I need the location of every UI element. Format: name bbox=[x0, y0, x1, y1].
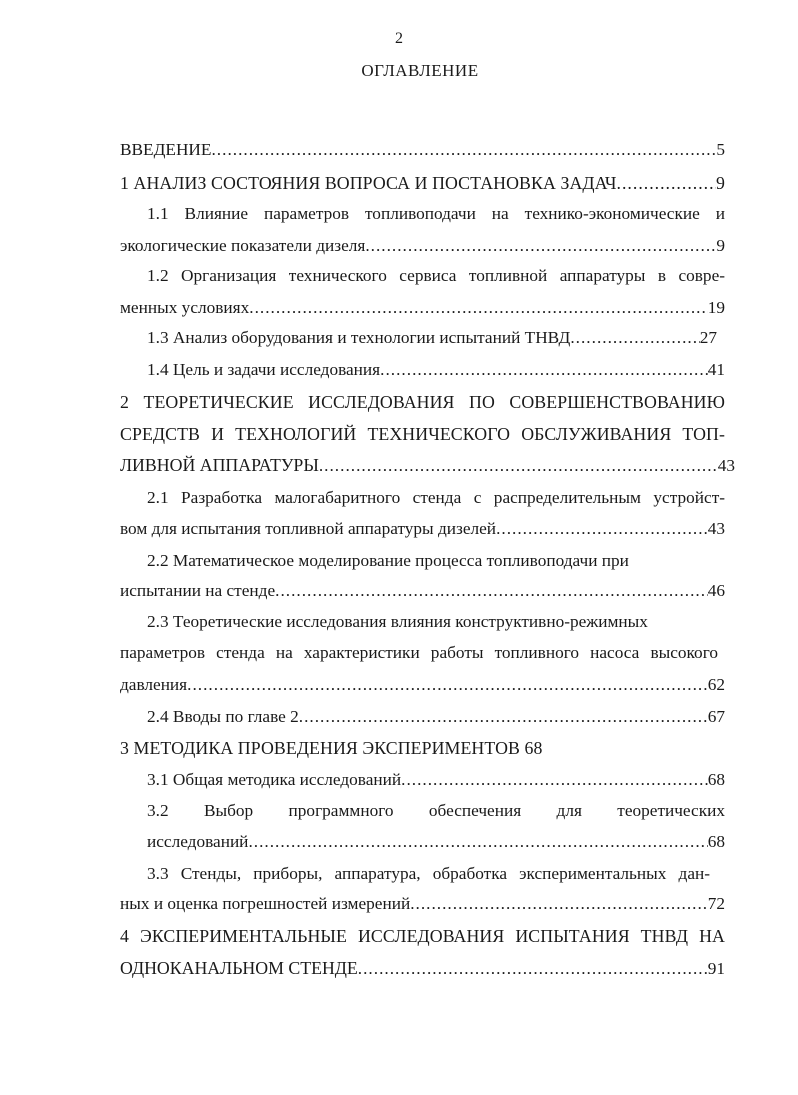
toc-entry-title: 2.4 Вводы по главе 2 bbox=[147, 707, 299, 726]
toc-page-number: 68 bbox=[707, 770, 725, 789]
toc-entry-2-3 bbox=[120, 675, 725, 695]
toc-entry-title: 1 АНАЛИЗ СОСТОЯНИЯ ВОПРОСА И ПОСТАНОВКА ЗАДАЧ bbox=[120, 173, 617, 193]
toc-leader-dots bbox=[275, 581, 708, 601]
toc-entry-2-2-line-1: 2.2 Математическое моделирование процесса топливоподачи при bbox=[147, 551, 629, 570]
toc-leader-dots bbox=[401, 770, 708, 790]
toc-entry-2-3-line-1: 2.3 Теоретические исследования влияния конструктивно-режимных bbox=[147, 612, 648, 631]
toc-entry-2-2 bbox=[120, 581, 725, 601]
toc-entry-3-2-line-1: 3.2 Выбор программного обеспечения для теоретических bbox=[147, 801, 725, 820]
toc-entry-1-1 bbox=[120, 236, 725, 256]
toc-entry-3-2 bbox=[147, 832, 725, 852]
toc-entry-title: ЛИВНОЙ АППАРАТУРЫ bbox=[120, 455, 319, 475]
toc-entry-1-2 bbox=[120, 298, 725, 318]
toc-entry-2-4 bbox=[147, 707, 725, 727]
toc-entry-title: испытании на стенде bbox=[120, 581, 276, 600]
toc-page-number: 19 bbox=[707, 298, 725, 317]
toc-leader-dots bbox=[365, 236, 716, 256]
toc-page-number: 9 bbox=[716, 173, 725, 193]
toc-entry-chapter-2-line-2: СРЕДСТВ И ТЕХНОЛОГИЙ ТЕХНИЧЕСКОГО ОБСЛУЖИВАНИЯ ТОП- bbox=[120, 424, 725, 444]
toc-entry-title: исследований bbox=[147, 832, 249, 851]
toc-page-number: 27 bbox=[699, 328, 717, 347]
toc-leader-dots bbox=[496, 519, 708, 539]
toc-entry-1-2-line-1: 1.2 Организация технического сервиса топливной аппаратуры в совре- bbox=[147, 266, 725, 285]
toc-entry-2-1 bbox=[120, 519, 725, 539]
toc-entry-title: вом для испытания топливной аппаратуры дизелей bbox=[120, 519, 497, 538]
toc-leader-dots bbox=[380, 360, 708, 380]
toc-entry-chapter-2-line-1: 2 ТЕОРЕТИЧЕСКИЕ ИССЛЕДОВАНИЯ ПО СОВЕРШЕНСТВОВАНИЮ bbox=[120, 392, 725, 412]
toc-page-number: 91 bbox=[707, 959, 725, 978]
toc-page-number: 9 bbox=[716, 236, 725, 255]
page-title: ОГЛАВЛЕНИЕ bbox=[361, 61, 479, 80]
toc-entry-chapter-4-line-1: 4 ЭКСПЕРИМЕНТАЛЬНЫЕ ИССЛЕДОВАНИЯ ИСПЫТАНИЯ ТНВД НА bbox=[120, 926, 725, 946]
toc-entry-1-4 bbox=[147, 360, 725, 380]
toc-entry-title: давления bbox=[120, 675, 188, 694]
toc-page-number: 67 bbox=[707, 707, 725, 726]
toc-entry-chapter-2 bbox=[120, 455, 735, 476]
toc-entry-title: 1.3 Анализ оборудования и технологии испытаний ТНВД bbox=[147, 328, 571, 347]
toc-leader-dots bbox=[248, 832, 707, 852]
toc-entry-title: 1.4 Цель и задачи исследования bbox=[147, 360, 381, 379]
toc-leader-dots bbox=[299, 707, 708, 727]
toc-entry-title: экологические показатели дизеля bbox=[120, 236, 366, 255]
toc-page-number: 43 bbox=[717, 456, 735, 475]
toc-page-number: 62 bbox=[707, 675, 725, 694]
toc-page-number: 43 bbox=[707, 519, 725, 538]
toc-entry-title: менных условиях bbox=[120, 298, 250, 317]
toc-leader-dots bbox=[358, 959, 708, 979]
toc-entry-chapter-4 bbox=[120, 958, 725, 979]
toc-page-number: 41 bbox=[707, 360, 725, 379]
toc-leader-dots bbox=[570, 328, 699, 348]
toc-entry-title: ВВЕДЕНИЕ bbox=[120, 140, 212, 159]
toc-leader-dots bbox=[410, 894, 708, 914]
toc-leader-dots bbox=[249, 298, 707, 318]
toc-entry-1-1-line-1: 1.1 Влияние параметров топливоподачи на технико-экономические и bbox=[147, 204, 725, 223]
toc-entry-title: ОДНОКАНАЛЬНОМ СТЕНДЕ bbox=[120, 958, 358, 978]
toc-entry-3-3 bbox=[120, 894, 725, 914]
toc-entry-title: 3.1 Общая методика исследований bbox=[147, 770, 402, 789]
toc-entry-2-3-line-2: параметров стенда на характеристики работы топливного насоса высокого bbox=[120, 643, 718, 662]
page-number: 2 bbox=[395, 30, 403, 47]
toc-entry-1-3 bbox=[147, 328, 717, 348]
toc-entry-3-3-line-1: 3.3 Стенды, приборы, аппаратура, обработка экспериментальных дан- bbox=[147, 864, 710, 883]
toc-page-number: 46 bbox=[707, 581, 725, 600]
toc-leader-dots bbox=[211, 140, 716, 160]
toc-entry-chapter-3: 3 МЕТОДИКА ПРОВЕДЕНИЯ ЭКСПЕРИМЕНТОВ 68 bbox=[120, 738, 543, 758]
toc-entry-2-1-line-1: 2.1 Разработка малогабаритного стенда с распределительным устройст- bbox=[147, 488, 725, 507]
toc-page-number: 72 bbox=[707, 894, 725, 913]
toc-page-number: 5 bbox=[716, 140, 725, 159]
toc-entry-title: ных и оценка погрешностей измерений bbox=[120, 894, 411, 913]
toc-leader-dots bbox=[319, 456, 718, 476]
toc-entry-3-1 bbox=[147, 770, 725, 790]
toc-page-number: 68 bbox=[707, 832, 725, 851]
toc-entry-chapter-1 bbox=[120, 173, 725, 193]
toc-leader-dots bbox=[617, 173, 716, 193]
toc-leader-dots bbox=[187, 675, 708, 695]
toc-entry-intro bbox=[120, 140, 725, 160]
